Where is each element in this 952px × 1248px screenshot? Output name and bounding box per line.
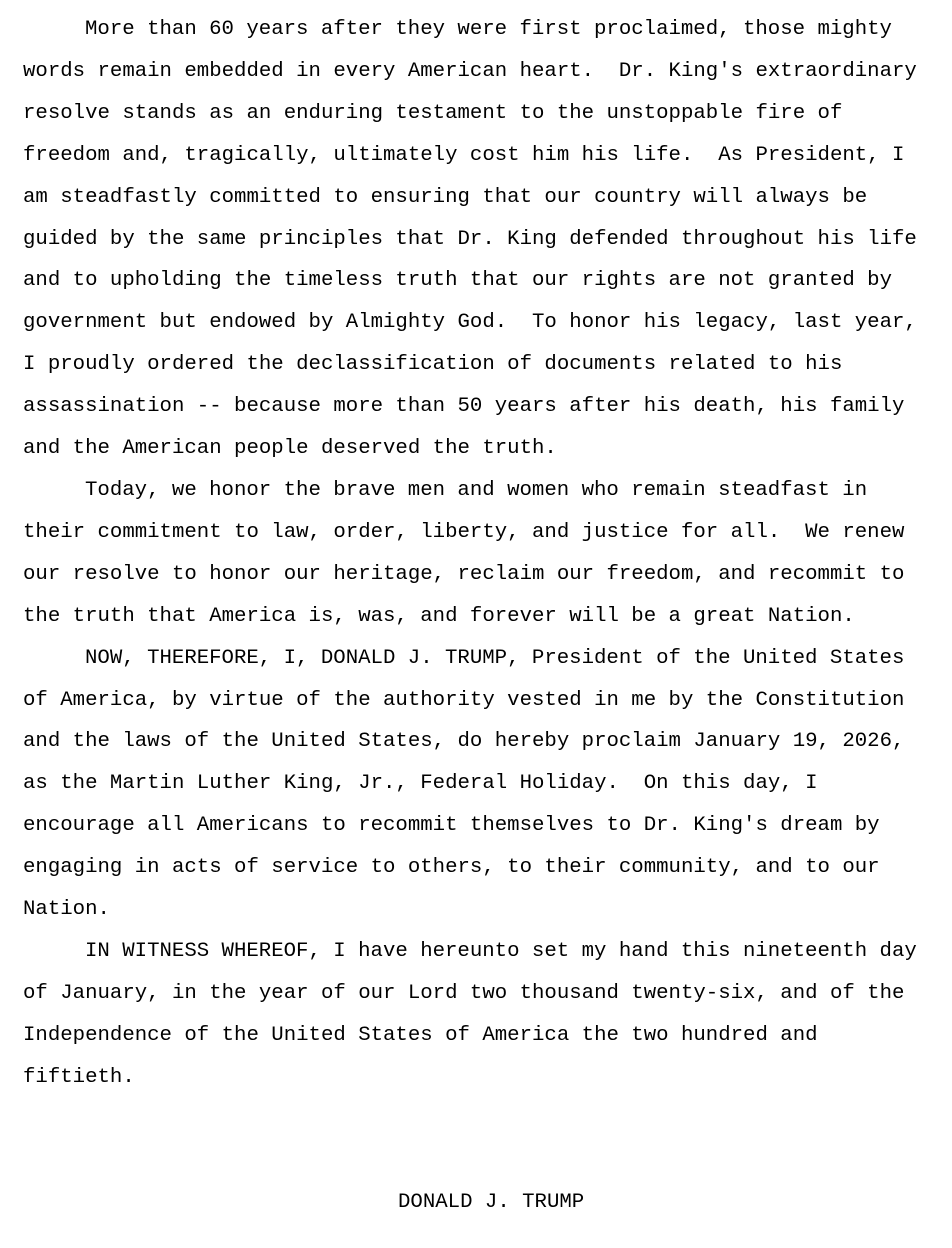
text-line: assassination -- because more than 50 years after his death, his family — [23, 395, 905, 419]
text-line: Independence of the United States of America the two hundred and — [23, 1023, 818, 1047]
text-line: NOW, THEREFORE, I, DONALD J. TRUMP, President of the United States — [85, 646, 905, 670]
text-line: of America, by virtue of the authority vested in me by the Constitution — [23, 688, 905, 712]
text-line: am steadfastly committed to ensuring that our country will always be — [23, 185, 868, 209]
text-line: More than 60 years after they were first proclaimed, those mighty — [85, 18, 892, 41]
text-line: and the American people deserved the truth. — [23, 437, 557, 461]
text-line: Today, we honor the brave men and women who remain steadfast in — [85, 478, 868, 502]
text-line: resolve stands as an enduring testament to the unstoppable fire of — [23, 101, 843, 125]
text-line: encourage all Americans to recommit themselves to Dr. King's dream by — [23, 814, 880, 838]
text-line: freedom and, tragically, ultimately cost him his life. As President, I — [23, 143, 905, 167]
signature-name: DONALD J. TRUMP — [398, 1191, 585, 1215]
text-line: government but endowed by Almighty God. To honor his legacy, last year, — [23, 311, 917, 335]
text-line: and the laws of the United States, do hereby proclaim January 19, 2026, — [23, 730, 905, 754]
text-line: engaging in acts of service to others, to their community, and to our — [23, 856, 880, 880]
paragraph-2 — [23, 470, 932, 638]
text-line: as the Martin Luther King, Jr., Federal Holiday. On this day, I — [23, 772, 818, 796]
paragraph-4 — [23, 931, 932, 1099]
text-line: IN WITNESS WHEREOF, I have hereunto set my hand this nineteenth day — [85, 939, 917, 963]
paragraph-3 — [23, 638, 932, 931]
paragraph-1 — [23, 9, 932, 470]
text-line: words remain embedded in every American heart. Dr. King's extraordinary — [23, 59, 917, 83]
text-line: our resolve to honor our heritage, reclaim our freedom, and recommit to — [23, 562, 905, 586]
text-line: of January, in the year of our Lord two thousand twenty-six, and of the — [23, 981, 905, 1005]
text-line: and to upholding the timeless truth that our rights are not granted by — [23, 269, 893, 293]
text-line: fiftieth. — [23, 1065, 135, 1089]
text-line: I proudly ordered the declassification of documents related to his — [23, 353, 843, 377]
text-line: Nation. — [23, 898, 110, 922]
text-line: their commitment to law, order, liberty, and justice for all. We renew — [23, 520, 905, 544]
text-line: guided by the same principles that Dr. King defended throughout his life — [23, 227, 917, 251]
text-line: the truth that America is, was, and forever will be a great Nation. — [23, 604, 855, 628]
